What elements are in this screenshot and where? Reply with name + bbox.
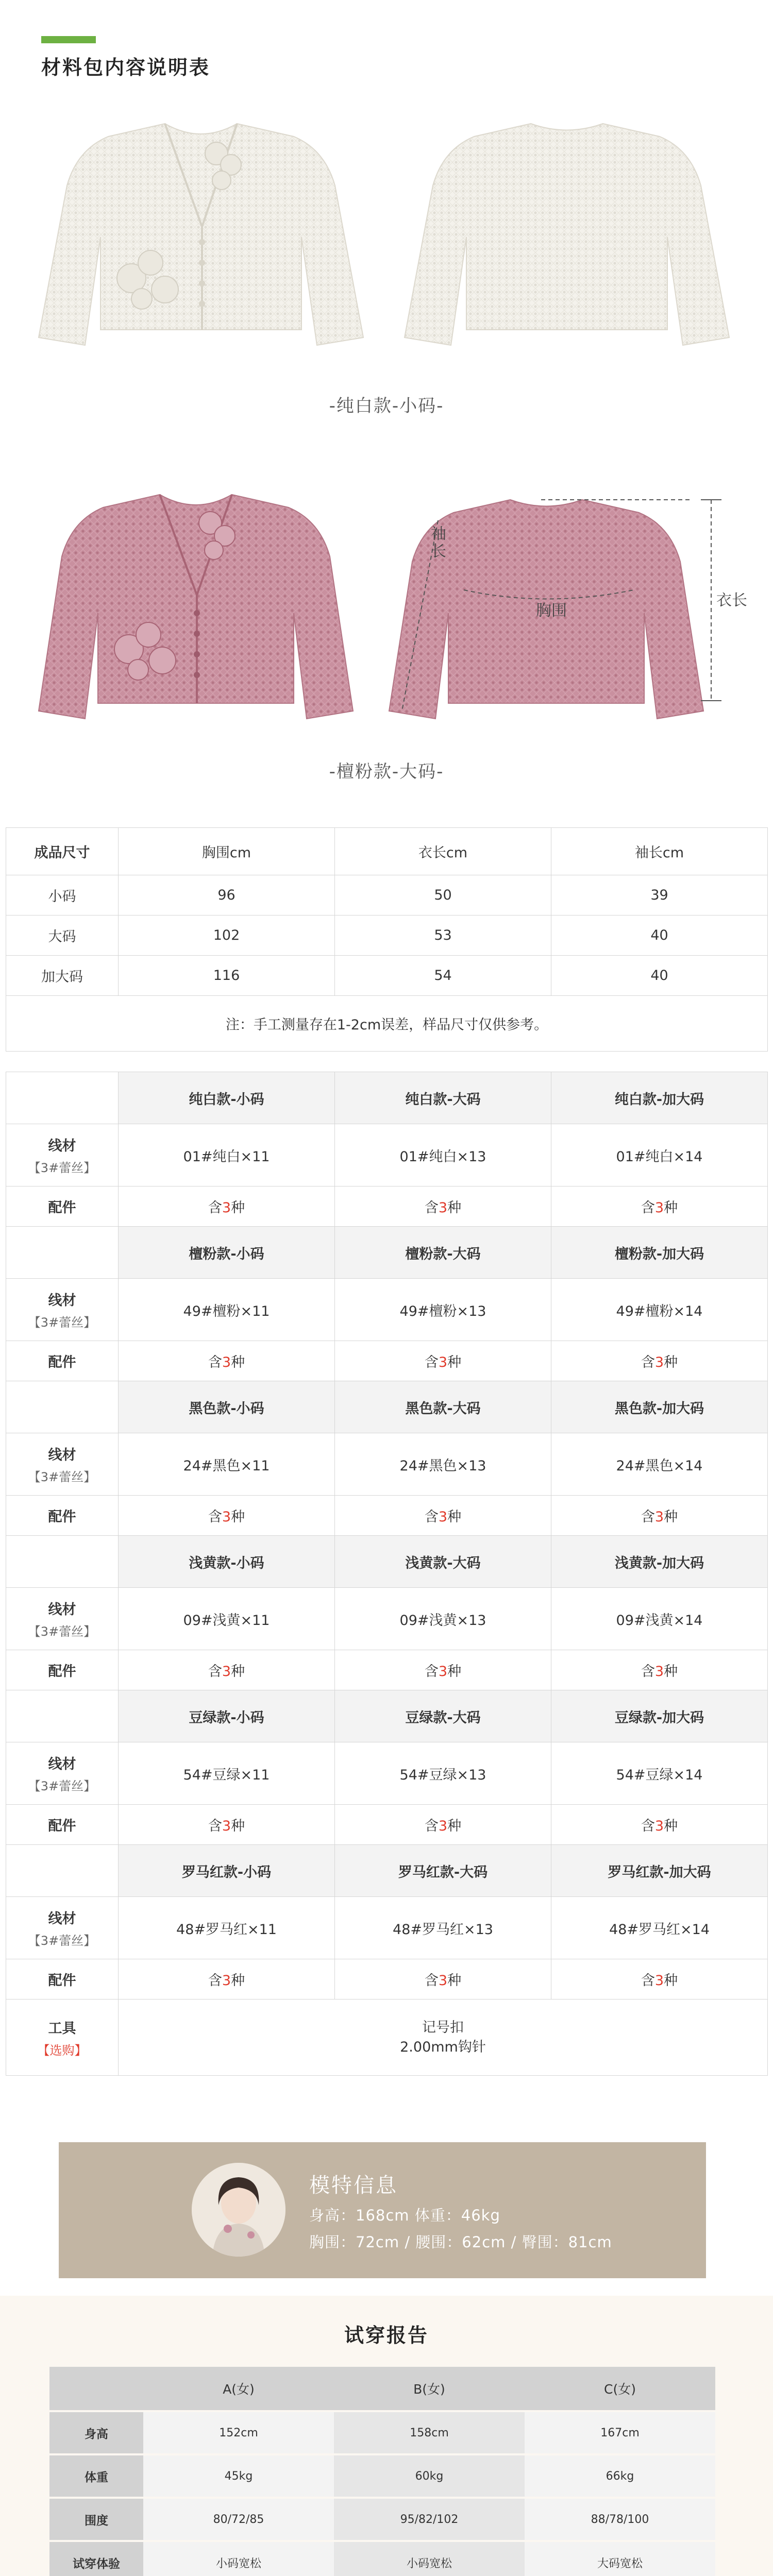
yarn-row (6, 1433, 768, 1496)
yarn-type-note: 【3#蕾丝】 (28, 1161, 96, 1175)
report-title: 试穿报告 (344, 2324, 429, 2347)
tools-row (6, 1999, 768, 2076)
variant-header: 浅黄款-大码 (335, 1536, 551, 1588)
empty-cell (6, 1072, 119, 1124)
parts-cell (335, 1650, 551, 1690)
table-cell: 60kg (334, 2454, 525, 2498)
yarn-cell: 01#纯白×13 (335, 1124, 551, 1187)
yarn-cell: 09#浅黄×11 (119, 1588, 335, 1650)
table-cell: 88/78/100 (525, 2498, 715, 2541)
parts-label: 配件 (6, 1341, 119, 1381)
parts-prefix: 含 (641, 1200, 655, 1216)
parts-count: 3 (438, 1354, 448, 1370)
yarn-label-text: 线材 (48, 1293, 76, 1309)
yarn-label (6, 1897, 119, 1959)
row-label: 体重 (49, 2454, 143, 2498)
variant-header-row (6, 1845, 768, 1897)
tools-optional-note: 【选购】 (37, 2043, 87, 2058)
parts-suffix: 种 (664, 1664, 678, 1680)
variant-header-row (6, 1536, 768, 1588)
model-height-weight: 身高：168cm 体重：46kg (309, 2207, 500, 2224)
yarn-cell: 24#黑色×13 (335, 1433, 551, 1496)
yarn-label-text: 线材 (48, 1447, 76, 1463)
parts-count: 3 (222, 1664, 231, 1680)
table-cell: 50 (335, 875, 551, 916)
yarn-label (6, 1124, 119, 1187)
parts-cell (551, 1650, 768, 1690)
variant-header: 黑色款-大码 (335, 1381, 551, 1433)
parts-label: 配件 (6, 1187, 119, 1227)
row-label: 身高 (49, 2411, 143, 2454)
parts-prefix: 含 (208, 1354, 222, 1370)
table-cell: 40 (551, 956, 768, 996)
parts-prefix: 含 (641, 1509, 655, 1525)
parts-cell (551, 1805, 768, 1845)
parts-count: 3 (654, 1818, 664, 1834)
parts-count: 3 (222, 1200, 231, 1216)
yarn-cell: 48#罗马红×13 (335, 1897, 551, 1959)
yarn-label-text: 线材 (48, 1756, 76, 1772)
parts-row (6, 1805, 768, 1845)
materials-table (6, 1072, 768, 2076)
yarn-label (6, 1742, 119, 1805)
yarn-cell: 48#罗马红×14 (551, 1897, 768, 1959)
parts-cell (551, 1959, 768, 1999)
yarn-type-note: 【3#蕾丝】 (28, 1315, 96, 1330)
parts-suffix: 种 (231, 1664, 245, 1680)
parts-prefix: 含 (424, 1354, 439, 1370)
yarn-label (6, 1433, 119, 1496)
yarn-cell: 49#檀粉×13 (335, 1279, 551, 1341)
variant-header: 罗马红款-大码 (335, 1845, 551, 1897)
variant-header: 豆绿款-加大码 (551, 1690, 768, 1742)
yarn-label-text: 线材 (48, 1138, 76, 1154)
parts-count: 3 (438, 1509, 448, 1525)
parts-count: 3 (222, 1818, 231, 1834)
report-header-row (49, 2367, 715, 2411)
yarn-row (6, 1897, 768, 1959)
parts-prefix: 含 (208, 1200, 222, 1216)
page-title: 材料包内容说明表 (41, 56, 211, 79)
size-table-header (6, 828, 768, 875)
table-cell: 45kg (143, 2454, 334, 2498)
column-header: C(女) (525, 2367, 715, 2411)
parts-prefix: 含 (208, 1664, 222, 1680)
empty-cell (6, 1227, 119, 1279)
model-info-title: 模特信息 (309, 2174, 398, 2197)
empty-cell (6, 1690, 119, 1742)
parts-count: 3 (654, 1354, 664, 1370)
table-cell: 53 (335, 916, 551, 956)
yarn-type-note: 【3#蕾丝】 (28, 1779, 96, 1793)
parts-label: 配件 (6, 1805, 119, 1845)
parts-cell (335, 1496, 551, 1536)
parts-row (6, 1187, 768, 1227)
parts-suffix: 种 (231, 1818, 245, 1834)
parts-cell (335, 1341, 551, 1381)
table-row (6, 916, 768, 956)
parts-suffix: 种 (664, 1200, 678, 1216)
parts-prefix: 含 (424, 1509, 439, 1525)
table-row (6, 956, 768, 996)
table-cell: 102 (119, 916, 335, 956)
variant-header-row (6, 1227, 768, 1279)
model-avatar (192, 2163, 285, 2257)
table-cell: 95/82/102 (334, 2498, 525, 2541)
variant-header: 豆绿款-小码 (119, 1690, 335, 1742)
table-cell: 152cm (143, 2411, 334, 2454)
variant-header: 檀粉款-大码 (335, 1227, 551, 1279)
parts-prefix: 含 (424, 1973, 439, 1989)
yarn-label-text: 线材 (48, 1602, 76, 1618)
parts-cell (551, 1187, 768, 1227)
parts-suffix: 种 (231, 1509, 245, 1525)
yarn-cell: 24#黑色×11 (119, 1433, 335, 1496)
table-cell: 40 (551, 916, 768, 956)
chest-label: 胸围 (536, 602, 567, 620)
variant-header: 黑色款-小码 (119, 1381, 335, 1433)
size-label: 加大码 (6, 956, 119, 996)
column-header: 衣长cm (335, 828, 551, 875)
parts-label: 配件 (6, 1496, 119, 1536)
yarn-row (6, 1124, 768, 1187)
accent-bar (41, 36, 96, 43)
pink-cardigan-caption: -檀粉款-大码- (329, 761, 444, 782)
parts-suffix: 种 (447, 1509, 462, 1525)
variant-header: 檀粉款-加大码 (551, 1227, 768, 1279)
sleeve-length-label: 袖长 (431, 525, 446, 561)
parts-count: 3 (222, 1354, 231, 1370)
parts-prefix: 含 (641, 1354, 655, 1370)
table-cell: 小码宽松 (143, 2541, 334, 2576)
parts-row (6, 1496, 768, 1536)
parts-cell (119, 1341, 335, 1381)
parts-row (6, 1341, 768, 1381)
parts-prefix: 含 (641, 1818, 655, 1834)
tools-label-text: 工具 (48, 2020, 76, 2037)
table-cell: 158cm (334, 2411, 525, 2454)
variant-header: 浅黄款-小码 (119, 1536, 335, 1588)
parts-cell (551, 1341, 768, 1381)
yarn-row (6, 1742, 768, 1805)
parts-prefix: 含 (424, 1664, 439, 1680)
size-note: 注：手工测量存在1-2cm误差，样品尺寸仅供参考。 (6, 996, 768, 1052)
table-cell: 80/72/85 (143, 2498, 334, 2541)
parts-label: 配件 (6, 1959, 119, 1999)
size-note-row (6, 996, 768, 1052)
table-cell: 39 (551, 875, 768, 916)
yarn-row (6, 1279, 768, 1341)
parts-suffix: 种 (231, 1200, 245, 1216)
report-corner (49, 2367, 143, 2411)
variant-header: 纯白款-加大码 (551, 1072, 768, 1124)
parts-row (6, 1959, 768, 1999)
variant-header-row (6, 1690, 768, 1742)
parts-cell (551, 1496, 768, 1536)
parts-suffix: 种 (447, 1354, 462, 1370)
parts-prefix: 含 (424, 1200, 439, 1216)
parts-prefix: 含 (208, 1818, 222, 1834)
yarn-label (6, 1279, 119, 1341)
parts-count: 3 (438, 1664, 448, 1680)
report-table (49, 2367, 715, 2576)
parts-prefix: 含 (424, 1818, 439, 1834)
table-row (49, 2541, 715, 2576)
size-table (6, 827, 768, 1052)
yarn-label (6, 1588, 119, 1650)
table-cell: 大码宽松 (525, 2541, 715, 2576)
variant-header-row (6, 1072, 768, 1124)
parts-cell (119, 1805, 335, 1845)
parts-prefix: 含 (641, 1973, 655, 1989)
parts-cell (119, 1496, 335, 1536)
yarn-cell: 54#豆绿×14 (551, 1742, 768, 1805)
row-label: 围度 (49, 2498, 143, 2541)
variant-header-row (6, 1381, 768, 1433)
yarn-cell: 54#豆绿×13 (335, 1742, 551, 1805)
parts-cell (335, 1187, 551, 1227)
size-label: 小码 (6, 875, 119, 916)
parts-row (6, 1650, 768, 1690)
white-cardigan-caption: -纯白款-小码- (329, 396, 444, 416)
table-row (6, 875, 768, 916)
yarn-cell: 54#豆绿×11 (119, 1742, 335, 1805)
row-label: 试穿体验 (49, 2541, 143, 2576)
yarn-cell: 09#浅黄×14 (551, 1588, 768, 1650)
tool-item: 记号扣 (422, 2019, 464, 2036)
table-cell: 66kg (525, 2454, 715, 2498)
empty-cell (6, 1381, 119, 1433)
table-cell: 小码宽松 (334, 2541, 525, 2576)
parts-cell (335, 1805, 551, 1845)
yarn-row (6, 1588, 768, 1650)
parts-suffix: 种 (447, 1973, 462, 1989)
parts-count: 3 (654, 1664, 664, 1680)
parts-count: 3 (438, 1200, 448, 1216)
yarn-cell: 48#罗马红×11 (119, 1897, 335, 1959)
variant-header: 檀粉款-小码 (119, 1227, 335, 1279)
table-row (49, 2411, 715, 2454)
variant-header: 豆绿款-大码 (335, 1690, 551, 1742)
variant-header: 罗马红款-小码 (119, 1845, 335, 1897)
table-cell: 116 (119, 956, 335, 996)
parts-cell (119, 1959, 335, 1999)
table-row (49, 2454, 715, 2498)
table-cell: 96 (119, 875, 335, 916)
yarn-cell: 01#纯白×14 (551, 1124, 768, 1187)
body-length-label: 衣长 (716, 591, 747, 609)
white-cardigan-front-image (36, 108, 366, 355)
parts-prefix: 含 (208, 1973, 222, 1989)
variant-header: 黑色款-加大码 (551, 1381, 768, 1433)
white-cardigan-back-image (402, 108, 732, 355)
empty-cell (6, 1845, 119, 1897)
parts-cell (119, 1650, 335, 1690)
yarn-type-note: 【3#蕾丝】 (28, 1624, 96, 1639)
table-row (49, 2498, 715, 2541)
parts-count: 3 (222, 1509, 231, 1525)
tools-label (6, 1999, 119, 2076)
parts-suffix: 种 (231, 1973, 245, 1989)
column-header: B(女) (334, 2367, 525, 2411)
pink-cardigan-front-image (36, 484, 356, 726)
yarn-cell: 49#檀粉×11 (119, 1279, 335, 1341)
parts-count: 3 (654, 1973, 664, 1989)
variant-header: 纯白款-小码 (119, 1072, 335, 1124)
parts-label: 配件 (6, 1650, 119, 1690)
size-label: 大码 (6, 916, 119, 956)
variant-header: 罗马红款-加大码 (551, 1845, 768, 1897)
parts-count: 3 (438, 1818, 448, 1834)
parts-prefix: 含 (208, 1509, 222, 1525)
yarn-label-text: 线材 (48, 1911, 76, 1927)
table-cell: 54 (335, 956, 551, 996)
parts-prefix: 含 (641, 1664, 655, 1680)
column-header: 胸围cm (119, 828, 335, 875)
size-table-title: 成品尺寸 (6, 828, 119, 875)
parts-suffix: 种 (664, 1509, 678, 1525)
variant-header: 纯白款-大码 (335, 1072, 551, 1124)
parts-cell (335, 1959, 551, 1999)
parts-suffix: 种 (664, 1973, 678, 1989)
parts-suffix: 种 (447, 1200, 462, 1216)
yarn-cell: 49#檀粉×14 (551, 1279, 768, 1341)
yarn-cell: 09#浅黄×13 (335, 1588, 551, 1650)
try-on-report (0, 2296, 773, 2576)
parts-count: 3 (654, 1200, 664, 1216)
parts-cell (119, 1187, 335, 1227)
parts-count: 3 (438, 1973, 448, 1989)
tools-cell (119, 1999, 768, 2076)
yarn-type-note: 【3#蕾丝】 (28, 1470, 96, 1484)
empty-cell (6, 1536, 119, 1588)
tool-item: 2.00mm钩针 (400, 2039, 486, 2055)
table-cell: 167cm (525, 2411, 715, 2454)
model-measurements: 胸围：72cm / 腰围：62cm / 臀围：81cm (309, 2233, 612, 2251)
column-header: 袖长cm (551, 828, 768, 875)
parts-suffix: 种 (664, 1818, 678, 1834)
yarn-cell: 24#黑色×14 (551, 1433, 768, 1496)
model-info-banner (59, 2142, 706, 2278)
parts-suffix: 种 (231, 1354, 245, 1370)
parts-count: 3 (654, 1509, 664, 1525)
yarn-cell: 01#纯白×11 (119, 1124, 335, 1187)
yarn-type-note: 【3#蕾丝】 (28, 1934, 96, 1948)
parts-suffix: 种 (664, 1354, 678, 1370)
parts-suffix: 种 (447, 1664, 462, 1680)
column-header: A(女) (143, 2367, 334, 2411)
parts-count: 3 (222, 1973, 231, 1989)
parts-suffix: 种 (447, 1818, 462, 1834)
variant-header: 浅黄款-加大码 (551, 1536, 768, 1588)
